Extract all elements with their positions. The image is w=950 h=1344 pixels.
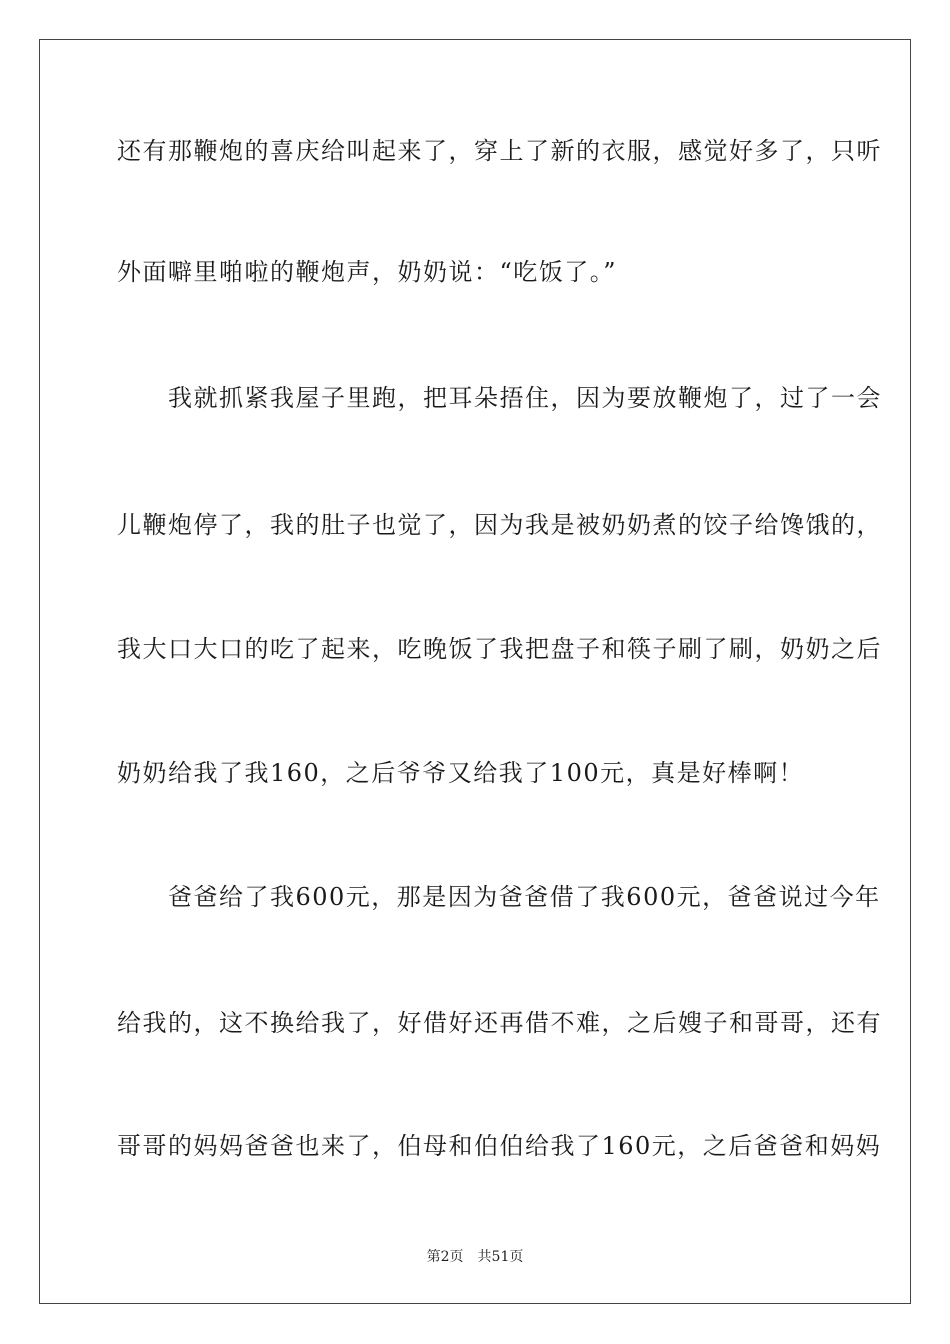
text-line-2: 外面噼里啪啦的鞭炮声，奶奶说：“吃饭了。” xyxy=(117,258,618,286)
text-line-7: 爸爸给了我600元，那是因为爸爸借了我600元，爸爸说过今年 xyxy=(117,883,881,911)
text-line-6: 奶奶给我了我160，之后爷爷又给我了100元，真是好棒啊！ xyxy=(117,759,805,787)
page-footer xyxy=(0,1248,950,1266)
text-line-5: 我大口大口的吃了起来，吃晚饭了我把盘子和筷子刷了刷，奶奶之后 xyxy=(117,635,882,663)
text-line-1: 还有那鞭炮的喜庆给叫起来了，穿上了新的衣服，感觉好多了，只听 xyxy=(117,137,882,165)
text-line-9: 哥哥的妈妈爸爸也来了，伯母和伯伯给我了160元，之后爸爸和妈妈 xyxy=(117,1132,882,1160)
text-line-8: 给我的，这不换给我了，好借好还再借不难，之后嫂子和哥哥，还有 xyxy=(117,1009,882,1037)
page-border xyxy=(39,39,911,1304)
text-line-3: 我就抓紧我屋子里跑，把耳朵捂住，因为要放鞭炮了，过了一会 xyxy=(117,384,882,412)
page-total: 共51页 xyxy=(477,1249,524,1265)
page-number: 第2页 xyxy=(426,1249,464,1265)
text-line-4: 儿鞭炮停了，我的肚子也觉了，因为我是被奶奶煮的饺子给馋饿的， xyxy=(117,511,882,539)
